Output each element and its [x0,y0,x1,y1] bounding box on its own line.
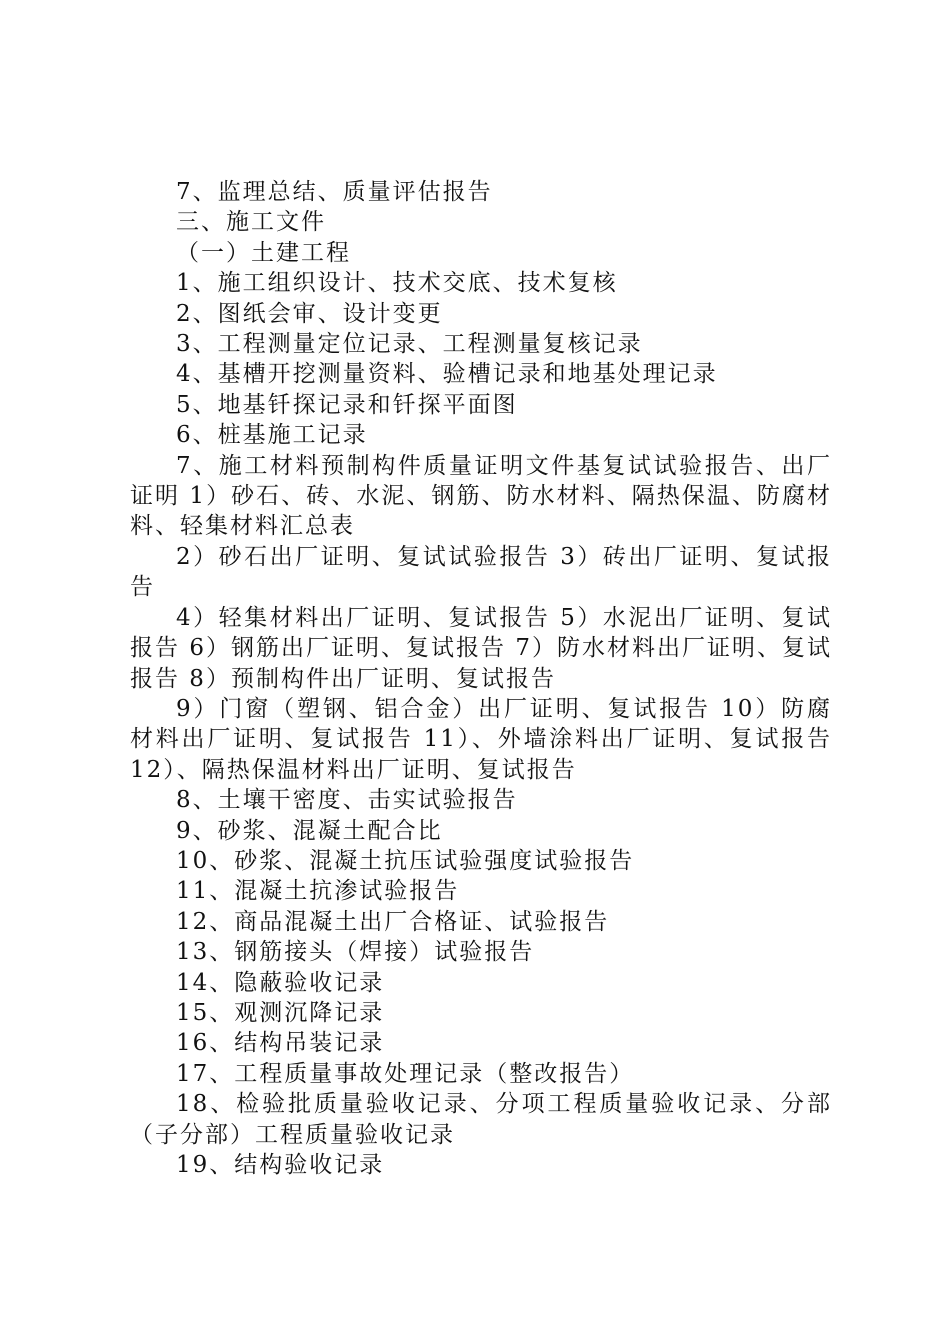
list-item: 7、施工材料预制构件质量证明文件基复试试验报告、出厂证明 1）砂石、砖、水泥、钢筋、防水材料、隔热保温、防腐材料、轻集材料汇总表 [130,452,832,540]
list-item: 15、观测沉降记录 [176,999,385,1026]
list-item: 13、钢筋接头（焊接）试验报告 [176,939,535,966]
list-item: 12、商品混凝土出厂合格证、试验报告 [176,908,610,935]
list-item: 17、工程质量事故处理记录（整改报告） [176,1060,635,1087]
list-item: 6、桩基施工记录 [176,422,368,449]
list-item: 5、地基钎探记录和钎探平面图 [176,391,518,418]
list-item: 4、基槽开挖测量资料、验槽记录和地基处理记录 [176,361,718,388]
list-item: 8、土壤干密度、击实试验报告 [176,787,518,814]
list-item: 4）轻集材料出厂证明、复试报告 5）水泥出厂证明、复试报告 6）钢筋出厂证明、复试报告 7）防水材料出厂证明、复试报告 8）预制构件出厂证明、复试报告 [130,604,832,692]
list-item: 9、砂浆、混凝土配合比 [176,817,443,844]
list-item: 9）门窗（塑钢、铝合金）出厂证明、复试报告 10）防腐材料出厂证明、复试报告 11）、外墙涂料出厂证明、复试报告 12）、隔热保温材料出厂证明、复试报告 [130,695,832,783]
list-item: 10、砂浆、混凝土抗压试验强度试验报告 [176,847,635,874]
section-heading: 三、施工文件 [176,209,326,236]
paragraph: 7、监理总结、质量评估报告 [176,179,493,205]
list-item: 2、图纸会审、设计变更 [176,300,443,327]
document-body [130,177,832,1180]
list-item: 11、混凝土抗渗试验报告 [176,878,460,905]
list-item: 3、工程测量定位记录、工程测量复核记录 [176,331,643,358]
subsection-heading: （一）土建工程 [176,239,351,266]
list-item: 1、施工组织设计、技术交底、技术复核 [176,270,618,297]
list-item: 2）砂石出厂证明、复试试验报告 3）砖出厂证明、复试报告 [130,543,832,601]
list-item: 14、隐蔽验收记录 [176,969,385,996]
list-item: 18、检验批质量验收记录、分项工程质量验收记录、分部（子分部）工程质量验收记录 [130,1091,832,1148]
list-item: 19、结构验收记录 [176,1152,385,1178]
list-item: 16、结构吊装记录 [176,1030,385,1057]
